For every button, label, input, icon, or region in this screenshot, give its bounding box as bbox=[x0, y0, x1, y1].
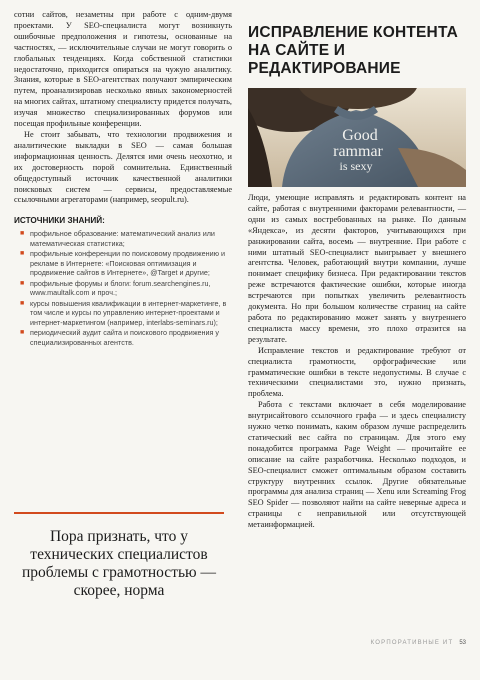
list-item-text: профильное образование: математический анализ или математическая статистика; bbox=[30, 229, 215, 248]
list-item bbox=[20, 249, 232, 278]
article-title: ИСПРАВЛЕНИЕ КОНТЕНТА НА САЙТЕ И РЕДАКТИРОВАНИЕ bbox=[248, 24, 459, 77]
list-item-text: курсы повышения квалификации в интернет-маркетинге, в том числе и курсы по управлению интернет-проектами и интернет-маркетингом (например, interlabs-seminars.ru); bbox=[30, 298, 227, 327]
left-paragraph: Не стоит забывать, что технологии продвижения и аналитические выкладки в SEO — самая большая информационная ценность. Делятся ими очень неохотно, и их достоверность порой сомнительна. Единственный общедоступный источник качественной аналитики поисковых систем — сервисы, предоставляемые ссылочными агрегаторами (например, seopult.ru). bbox=[14, 129, 232, 205]
page-number: 53 bbox=[459, 640, 466, 646]
article-photo bbox=[248, 88, 466, 187]
list-item bbox=[20, 328, 232, 347]
left-column bbox=[14, 10, 232, 348]
bullet-icon: ■ bbox=[20, 230, 25, 238]
shirt-text-line: is sexy bbox=[339, 159, 373, 173]
list-item-text: профильные форумы и блоги: forum.searchengines.ru, www.maultalk.com и проч.; bbox=[30, 278, 211, 298]
list-item bbox=[20, 299, 232, 328]
magazine-name: КОРПОРАТИВНЫЕ ИТ bbox=[370, 640, 454, 646]
article-body bbox=[248, 193, 466, 531]
sources-list bbox=[14, 229, 232, 347]
shirt-text-line: rammar bbox=[333, 143, 383, 160]
bullet-icon: ■ bbox=[20, 299, 25, 307]
bullet-icon: ■ bbox=[20, 329, 25, 337]
page-footer bbox=[371, 640, 466, 646]
right-paragraph: Работа с текстами включает в себя моделирование внутрисайтового ссылочного графа — и здесь специалисту нужно четко понимать, каким образом лучше распределить статический вес сайта по страницам. Для этого ему понадобится программа Page Weight — прочитайте ее описание на сайте разработчика. Несколько подходов, и SEO-специалист сможет оптимальным образом составить структуру внутренних ссылок. Другие обязательные программы для анализа страниц — Xenu или Screaming Frog SEO Spider — позволяют найти на сайте неверные адреса и страницы с неправильной или отсутствующей метаинформацией. bbox=[248, 400, 466, 530]
sources-heading: ИСТОЧНИКИ ЗНАНИЙ: bbox=[14, 216, 105, 226]
bullet-icon: ■ bbox=[20, 250, 25, 258]
list-item-text: периодический аудит сайта и поискового продвижения у специализированных агентств. bbox=[30, 328, 219, 347]
right-column bbox=[248, 24, 466, 531]
list-item bbox=[20, 279, 232, 298]
list-item bbox=[20, 229, 232, 248]
right-paragraph: Люди, умеющие исправлять и редактировать контент на сайте, работая с внутренними факторами релевантности, — одни из самых востребованных на рынке. По данным «Яндекса», из десяти факторов, учитывающихся при ранжировании сайта, восемь — внутренние. При работе с ними штатный SEO-специалист выигрывает у внешнего агентства. Человек, работающий внутри компании, лучше понимает специфику бизнеса. При редактировании текстов реже встречаются фактические ошибки, которые иногда встречаются при попытках увеличить релевантность документа. Но при большом количестве страниц на сайте работа по редактированию может занять у внутреннего специалиста массу времени, это плохо отразится на результате. bbox=[248, 193, 466, 344]
left-paragraph: сотни сайтов, незаметны при работе с одним-двумя проектами. У SEO-специалиста могут возникнуть ошибочные предположения и гипотезы, основанные на частностях, — исключительные случаи не могут говорить о глобальных тенденциях. Когда собственной статистики недостаточно, приходится опираться на чужую аналитику. Знания, которые в SEO-агентствах получают эмпирическим путем, проанализировав несколько явных закономерностей на многих сайтах, штатному специалисту придется получать, изучая множество специализированных форумов или посещая профильные конференции. bbox=[14, 10, 232, 129]
list-item-text: профильные конференции по поисковому продвижению и рекламе в Интернете: «Поисковая оптимизация и продвижение сайтов в Интернете», @Target и другие; bbox=[30, 249, 225, 278]
shirt-text-line: Good bbox=[342, 127, 378, 144]
pull-quote: Пора признать, что у технических специалистов проблемы с грамотностью — скорее, норма bbox=[14, 512, 224, 600]
right-paragraph: Исправление текстов и редактирование требуют от специалиста грамотности, орфографические или грамматические ошибки в тексте недопустимы. В случае с техническими специалистами это, нужно признать, проблема. bbox=[248, 345, 466, 399]
bullet-icon: ■ bbox=[20, 279, 25, 287]
